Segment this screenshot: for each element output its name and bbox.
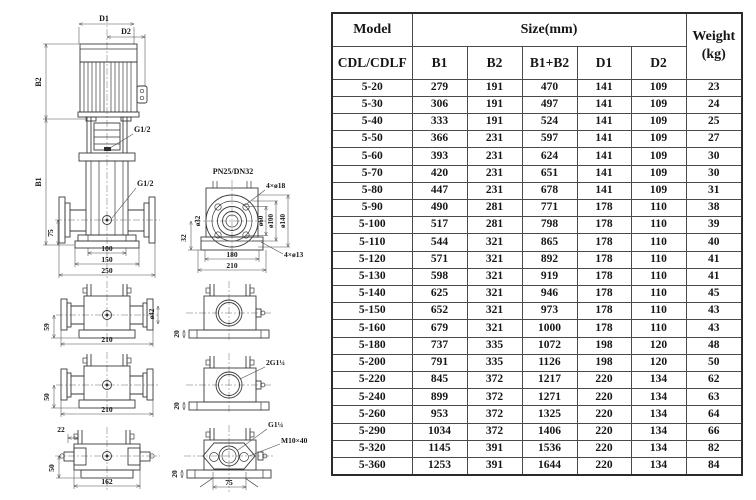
value-cell: 1271 (522, 389, 577, 406)
value-cell: 391 (467, 457, 522, 475)
front-view (34, 14, 160, 278)
value-cell: 134 (631, 423, 686, 440)
model-cell: 5-220 (332, 371, 412, 388)
dim-vc-h: 50 (47, 464, 56, 472)
header-size: Size(mm) (412, 13, 686, 46)
value-cell: 220 (577, 457, 631, 475)
spec-row (332, 251, 742, 268)
value-cell: 178 (577, 199, 631, 216)
value-cell: 141 (577, 79, 631, 96)
value-cell: 25 (686, 113, 742, 130)
model-cell: 5-70 (332, 165, 412, 182)
value-cell: 497 (522, 96, 577, 113)
value-cell: 1217 (522, 371, 577, 388)
model-cell: 5-200 (332, 354, 412, 371)
value-cell: 141 (577, 131, 631, 148)
value-cell: 109 (631, 148, 686, 165)
value-cell: 652 (412, 303, 467, 320)
value-cell: 571 (412, 251, 467, 268)
value-cell: 1325 (522, 406, 577, 423)
spec-table-container (331, 12, 743, 476)
label-flange-bore: ø32 (194, 215, 202, 227)
spec-row (332, 96, 742, 113)
value-cell: 333 (412, 113, 467, 130)
spec-row (332, 440, 742, 457)
value-cell: 335 (467, 337, 522, 354)
value-cell: 973 (522, 303, 577, 320)
value-cell: 220 (577, 371, 631, 388)
header-col-d1: D1 (577, 46, 631, 79)
value-cell: 220 (577, 440, 631, 457)
value-cell: 651 (522, 165, 577, 182)
value-cell: 919 (522, 268, 577, 285)
value-cell: 109 (631, 79, 686, 96)
label-g12-port: G1/2 (137, 179, 154, 188)
model-cell: 5-120 (332, 251, 412, 268)
spec-row (332, 371, 742, 388)
value-cell: 1126 (522, 354, 577, 371)
oval-flange-view-f (170, 420, 308, 492)
value-cell: 220 (577, 389, 631, 406)
header-col-b1: B1 (412, 46, 467, 79)
spec-table-body (332, 79, 742, 475)
value-cell: 321 (467, 268, 522, 285)
value-cell: 41 (686, 251, 742, 268)
spec-row (332, 131, 742, 148)
value-cell: 335 (467, 354, 522, 371)
value-cell: 321 (467, 234, 522, 251)
dim-vb-h: 50 (42, 393, 51, 401)
spec-row (332, 268, 742, 285)
value-cell: 191 (467, 79, 522, 96)
value-cell: 178 (577, 320, 631, 337)
dim-vc-off: 22 (57, 425, 65, 434)
value-cell: 141 (577, 113, 631, 130)
value-cell: 134 (631, 406, 686, 423)
dim-100: 100 (101, 244, 113, 253)
value-cell: 24 (686, 96, 742, 113)
value-cell: 372 (467, 423, 522, 440)
header-weight (686, 13, 742, 79)
value-cell: 946 (522, 285, 577, 302)
label-g12-top: G1/2 (134, 125, 151, 134)
value-cell: 791 (412, 354, 467, 371)
value-cell: 82 (686, 440, 742, 457)
value-cell: 892 (522, 251, 577, 268)
port-view-e (172, 353, 285, 413)
dim-vf-w: 75 (225, 478, 233, 487)
value-cell: 624 (522, 148, 577, 165)
model-cell: 5-160 (332, 320, 412, 337)
spec-row (332, 113, 742, 130)
value-cell: 391 (467, 440, 522, 457)
header-weight-line1: Weight (692, 29, 736, 45)
dim-d2: D2 (121, 27, 131, 36)
value-cell: 63 (686, 389, 742, 406)
model-cell: 5-240 (332, 389, 412, 406)
value-cell: 134 (631, 457, 686, 475)
model-cell: 5-40 (332, 113, 412, 130)
value-cell: 771 (522, 199, 577, 216)
value-cell: 141 (577, 182, 631, 199)
value-cell: 281 (467, 217, 522, 234)
value-cell: 110 (631, 268, 686, 285)
value-cell: 43 (686, 320, 742, 337)
value-cell: 50 (686, 354, 742, 371)
model-cell: 5-260 (332, 406, 412, 423)
value-cell: 231 (467, 131, 522, 148)
value-cell: 178 (577, 303, 631, 320)
value-cell: 109 (631, 165, 686, 182)
value-cell: 110 (631, 234, 686, 251)
value-cell: 220 (577, 423, 631, 440)
value-cell: 321 (467, 285, 522, 302)
value-cell: 490 (412, 199, 467, 216)
value-cell: 306 (412, 96, 467, 113)
value-cell: 198 (577, 337, 631, 354)
spec-row (332, 354, 742, 371)
value-cell: 178 (577, 268, 631, 285)
value-cell: 544 (412, 234, 467, 251)
dim-d1: D1 (99, 14, 109, 23)
value-cell: 1536 (522, 440, 577, 457)
value-cell: 517 (412, 217, 467, 234)
value-cell: 110 (631, 199, 686, 216)
model-cell: 5-50 (332, 131, 412, 148)
value-cell: 420 (412, 165, 467, 182)
value-cell: 109 (631, 96, 686, 113)
value-cell: 321 (467, 320, 522, 337)
header-weight-line2: (kg) (701, 47, 726, 63)
value-cell: 1000 (522, 320, 577, 337)
side-view-c (47, 425, 160, 490)
drawing-svg (0, 0, 330, 500)
spec-table-header (332, 13, 742, 79)
label-vf-thread: G1¼ (268, 420, 284, 429)
value-cell: 40 (686, 234, 742, 251)
value-cell: 38 (686, 199, 742, 216)
header-col-d2: D2 (631, 46, 686, 79)
label-ve-thread: 2G1¼ (266, 358, 285, 367)
header-col-b2: B2 (467, 46, 522, 79)
value-cell: 62 (686, 371, 742, 388)
value-cell: 109 (631, 113, 686, 130)
value-cell: 110 (631, 320, 686, 337)
side-view-b (42, 352, 160, 417)
value-cell: 1253 (412, 457, 467, 475)
value-cell: 524 (522, 113, 577, 130)
value-cell: 141 (577, 96, 631, 113)
value-cell: 178 (577, 285, 631, 302)
value-cell: 231 (467, 165, 522, 182)
label-vf-bolt: M10×40 (281, 436, 308, 445)
spec-row (332, 199, 742, 216)
spec-row (332, 79, 742, 96)
label-flange-bolts: 4×ø18 (266, 181, 286, 190)
label-d100: ø100 (267, 214, 275, 228)
value-cell: 865 (522, 234, 577, 251)
model-cell: 5-180 (332, 337, 412, 354)
spec-table (331, 12, 743, 476)
value-cell: 798 (522, 217, 577, 234)
spec-row (332, 148, 742, 165)
spec-row (332, 337, 742, 354)
dim-vc-w: 162 (101, 477, 113, 486)
value-cell: 321 (467, 251, 522, 268)
value-cell: 110 (631, 285, 686, 302)
value-cell: 110 (631, 251, 686, 268)
value-cell: 134 (631, 371, 686, 388)
dim-vd-h: 20 (172, 330, 181, 338)
value-cell: 48 (686, 337, 742, 354)
label-base-bolts: 4×ø13 (284, 250, 304, 259)
label-dia42: ø42 (148, 308, 156, 320)
model-cell: 5-360 (332, 457, 412, 475)
model-cell: 5-110 (332, 234, 412, 251)
value-cell: 30 (686, 165, 742, 182)
value-cell: 366 (412, 131, 467, 148)
dim-180: 180 (226, 250, 238, 259)
spec-row (332, 457, 742, 475)
label-d60: ø60 (257, 215, 265, 227)
value-cell: 27 (686, 131, 742, 148)
value-cell: 1072 (522, 337, 577, 354)
side-view-a (42, 281, 160, 347)
value-cell: 447 (412, 182, 467, 199)
model-cell: 5-90 (332, 199, 412, 216)
value-cell: 393 (412, 148, 467, 165)
value-cell: 372 (467, 389, 522, 406)
value-cell: 39 (686, 217, 742, 234)
value-cell: 109 (631, 131, 686, 148)
dim-210-flange: 210 (226, 261, 238, 270)
value-cell: 198 (577, 354, 631, 371)
spec-row (332, 303, 742, 320)
value-cell: 31 (686, 182, 742, 199)
value-cell: 66 (686, 423, 742, 440)
spec-row (332, 285, 742, 302)
model-cell: 5-80 (332, 182, 412, 199)
model-cell: 5-140 (332, 285, 412, 302)
spec-row (332, 423, 742, 440)
value-cell: 372 (467, 371, 522, 388)
model-cell: 5-100 (332, 217, 412, 234)
dim-vf-h: 20 (170, 470, 179, 478)
header-model: Model (332, 13, 412, 46)
value-cell: 30 (686, 148, 742, 165)
dim-75: 75 (46, 229, 55, 237)
model-cell: 5-320 (332, 440, 412, 457)
model-cell: 5-130 (332, 268, 412, 285)
value-cell: 84 (686, 457, 742, 475)
value-cell: 64 (686, 406, 742, 423)
value-cell: 899 (412, 389, 467, 406)
dim-va-w: 210 (101, 335, 113, 344)
model-cell: 5-150 (332, 303, 412, 320)
spec-row (332, 165, 742, 182)
value-cell: 679 (412, 320, 467, 337)
dim-150: 150 (101, 255, 113, 264)
value-cell: 120 (631, 337, 686, 354)
dim-flange-32: 32 (179, 234, 188, 242)
header-col-b1b2: B1+B2 (522, 46, 577, 79)
value-cell: 1034 (412, 423, 467, 440)
value-cell: 191 (467, 96, 522, 113)
value-cell: 231 (467, 182, 522, 199)
value-cell: 141 (577, 148, 631, 165)
port-view-d (172, 281, 272, 341)
dim-b1: B1 (34, 177, 43, 187)
value-cell: 134 (631, 440, 686, 457)
value-cell: 110 (631, 303, 686, 320)
model-cell: 5-60 (332, 148, 412, 165)
value-cell: 109 (631, 182, 686, 199)
spec-row (332, 389, 742, 406)
value-cell: 953 (412, 406, 467, 423)
value-cell: 598 (412, 268, 467, 285)
value-cell: 372 (467, 406, 522, 423)
value-cell: 120 (631, 354, 686, 371)
value-cell: 141 (577, 165, 631, 182)
value-cell: 470 (522, 79, 577, 96)
header-model-sub: CDL/CDLF (332, 46, 412, 79)
spec-row (332, 182, 742, 199)
label-flange-title: PN25/DN32 (212, 167, 254, 176)
model-cell: 5-20 (332, 79, 412, 96)
value-cell: 220 (577, 406, 631, 423)
value-cell: 23 (686, 79, 742, 96)
value-cell: 1644 (522, 457, 577, 475)
spec-row (332, 234, 742, 251)
label-d140: ø140 (279, 214, 287, 228)
value-cell: 110 (631, 217, 686, 234)
value-cell: 178 (577, 251, 631, 268)
value-cell: 678 (522, 182, 577, 199)
spec-row (332, 406, 742, 423)
value-cell: 1406 (522, 423, 577, 440)
value-cell: 625 (412, 285, 467, 302)
value-cell: 41 (686, 268, 742, 285)
spec-row (332, 217, 742, 234)
value-cell: 191 (467, 113, 522, 130)
value-cell: 281 (467, 199, 522, 216)
value-cell: 845 (412, 371, 467, 388)
value-cell: 737 (412, 337, 467, 354)
value-cell: 45 (686, 285, 742, 302)
value-cell: 597 (522, 131, 577, 148)
model-cell: 5-290 (332, 423, 412, 440)
value-cell: 178 (577, 234, 631, 251)
dim-va-h: 59 (42, 323, 51, 331)
flange-top-view (179, 167, 304, 273)
value-cell: 1145 (412, 440, 467, 457)
value-cell: 178 (577, 217, 631, 234)
dim-b2: B2 (34, 77, 43, 87)
value-cell: 134 (631, 389, 686, 406)
dim-250: 250 (101, 266, 113, 275)
dim-vb-w: 210 (101, 405, 113, 414)
pump-dimensional-drawing (0, 0, 330, 500)
spec-row (332, 320, 742, 337)
dim-ve-h: 20 (172, 402, 181, 410)
model-cell: 5-30 (332, 96, 412, 113)
value-cell: 43 (686, 303, 742, 320)
value-cell: 279 (412, 79, 467, 96)
value-cell: 231 (467, 148, 522, 165)
value-cell: 321 (467, 303, 522, 320)
